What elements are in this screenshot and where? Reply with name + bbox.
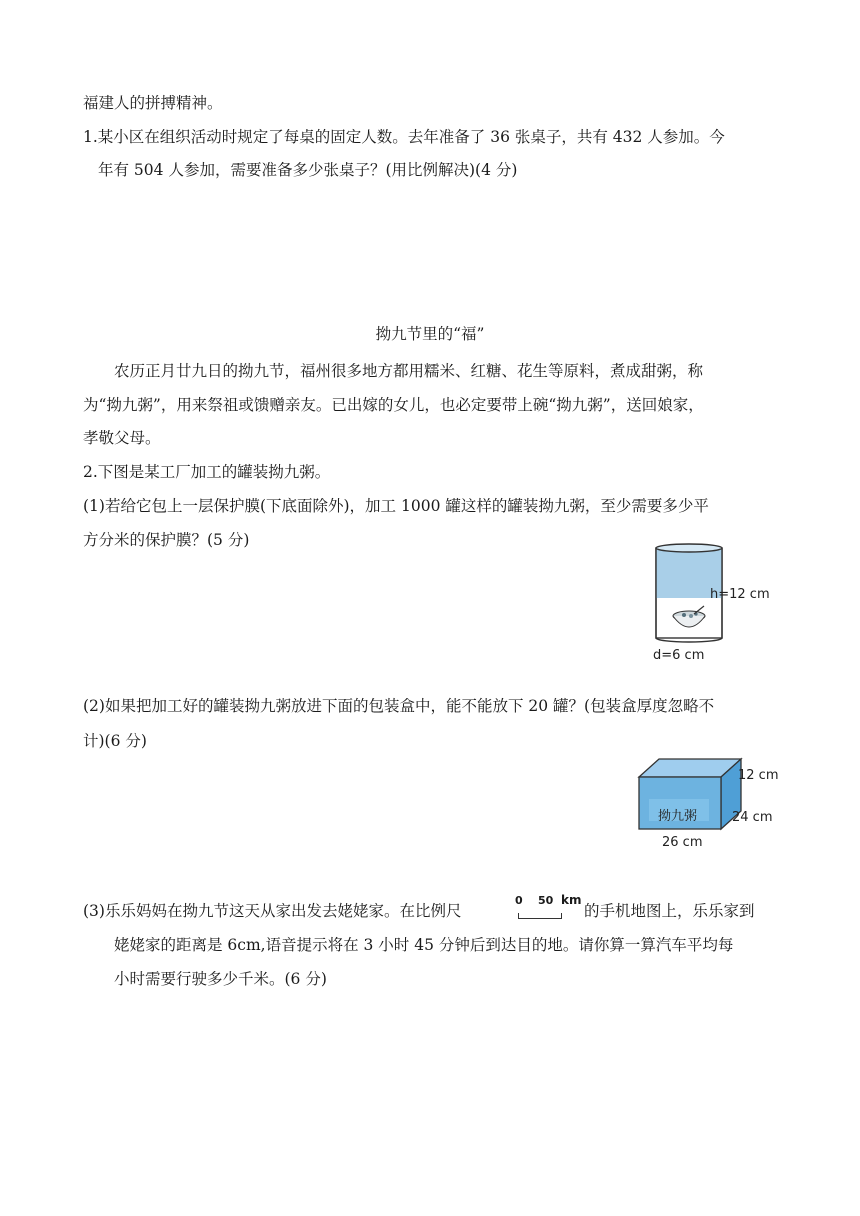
- q2-part-3-line-3: 小时需要行驶多少千米。(6 分): [114, 970, 327, 988]
- passage-line-1: 农历正月廿九日的拗九节，福州很多地方都用糯米、红糖、花生等原料，煮成甜粥，称: [114, 362, 704, 380]
- q2-part-3-line-1a: (3)乐乐妈妈在拗九节这天从家出发去姥姥家。在比例尺: [83, 902, 462, 920]
- scale-unit: km: [561, 893, 582, 907]
- passage-line-2: 为“拗九粥”，用来祭祖或馈赠亲友。已出嫁的女儿，也必定要带上碗“拗九粥”，送回娘家，: [83, 396, 704, 414]
- box-height-label: 12 cm: [738, 768, 779, 783]
- box-depth-label: 24 cm: [732, 810, 773, 825]
- passage-line-3: 孝敬父母。: [83, 429, 161, 447]
- q2-part-1-line-1: (1)若给它包上一层保护膜(下底面除外)，加工 1000 罐这样的罐装拗九粥，至少需要多少平: [83, 497, 709, 515]
- q1-line-1: 1.某小区在组织活动时规定了每桌的固定人数。去年准备了 36 张桌子，共有 432 人参加。今: [83, 128, 725, 146]
- box-label: 拗九粥: [658, 809, 698, 824]
- q2-part-1-line-2: 方分米的保护膜？(5 分): [83, 531, 250, 549]
- q2-part-3-line-1b: 的手机地图上，乐乐家到: [584, 902, 755, 920]
- scale-zero: 0: [515, 894, 523, 907]
- box-figure: [630, 755, 790, 855]
- cylinder-diameter-label: d=6 cm: [653, 648, 705, 663]
- q2-part-2-line-2: 计)(6 分): [83, 732, 147, 750]
- cylinder-figure: [640, 540, 800, 670]
- section-title: 拗九节里的“福”: [375, 325, 485, 343]
- q2-part-2-line-1: (2)如果把加工好的罐装拗九粥放进下面的包装盒中，能不能放下 20 罐？(包装盒厚度忽略不: [83, 697, 715, 715]
- intro-tail: 福建人的拼搏精神。: [83, 94, 223, 112]
- scale-bracket: [518, 913, 562, 919]
- q2-part-3-line-2: 姥姥家的距离是 6cm,语音提示将在 3 小时 45 分钟后到达目的地。请你算一算汽车平均每: [114, 936, 734, 954]
- box-width-label: 26 cm: [662, 835, 703, 850]
- cylinder-height-label: h=12 cm: [710, 587, 770, 602]
- q1-line-2: 年有 504 人参加，需要准备多少张桌子？(用比例解决)(4 分): [98, 161, 518, 179]
- scale-bar: [512, 894, 582, 928]
- scale-fifty: 50: [538, 894, 554, 907]
- q2-stem: 2.下图是某工厂加工的罐装拗九粥。: [83, 463, 331, 481]
